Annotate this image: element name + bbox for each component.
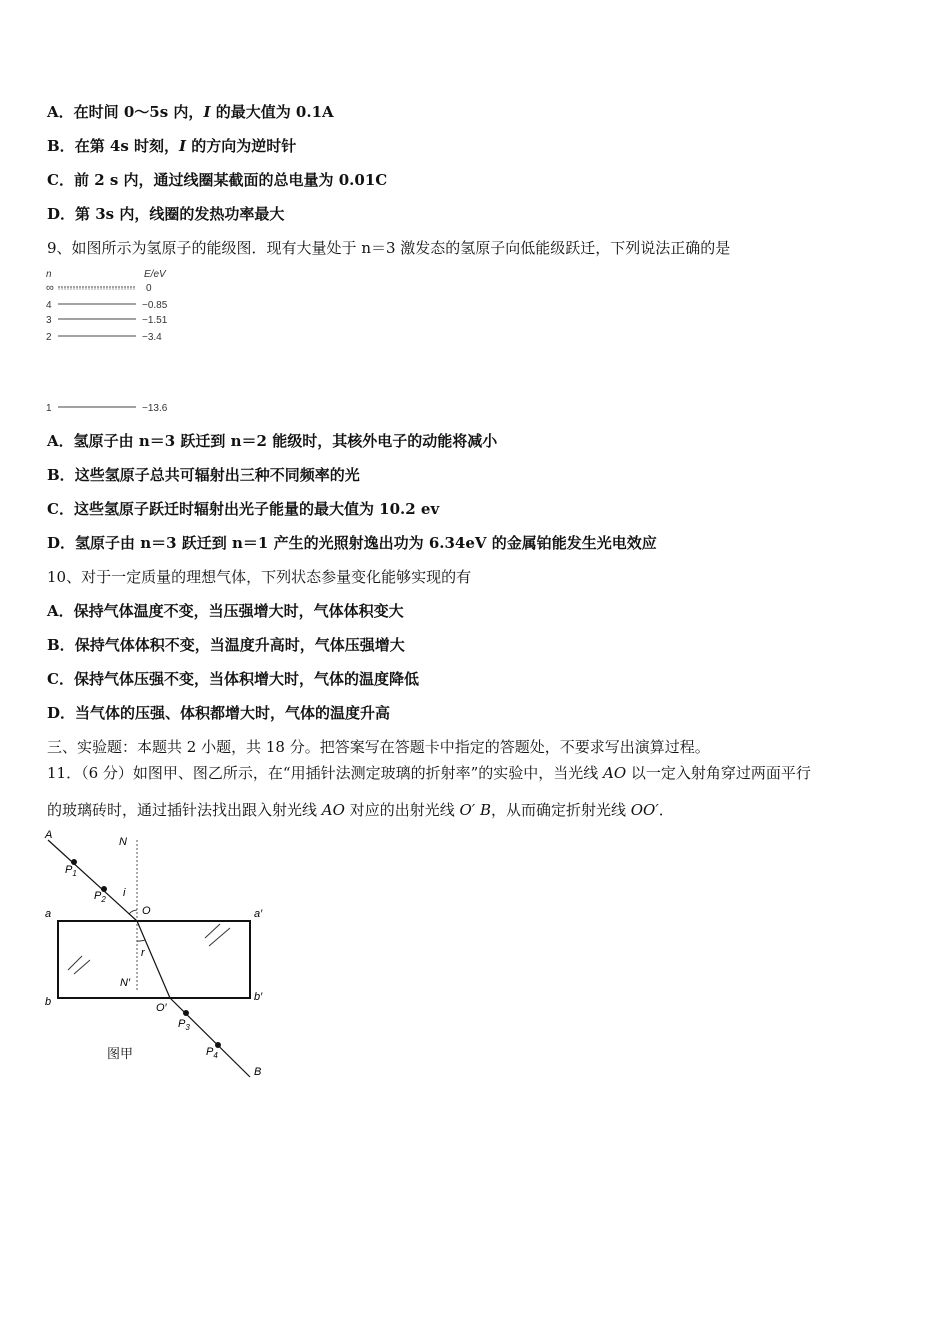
angle-r-arc	[137, 940, 145, 941]
option-label: A．	[47, 103, 74, 121]
level-n-inf: ∞	[46, 282, 54, 294]
level-e-2: −3.4	[142, 332, 162, 343]
text: 的最大值为	[210, 103, 296, 121]
text: 内，通过线圈某截面的总电量为	[118, 171, 339, 189]
option-text: 氢原子由 n＝3 跃迁到 n＝2 能级时，其核外电子的动能将减小	[73, 432, 498, 450]
q10-option-c	[47, 669, 419, 689]
level-n-1: 1	[46, 403, 52, 414]
option-label: D．	[47, 205, 76, 223]
text: 内，	[168, 103, 204, 121]
option-label: B．	[47, 636, 75, 654]
q10-option-d	[47, 703, 390, 723]
level-e-inf: 0	[146, 283, 152, 294]
option-label: D．	[47, 704, 76, 722]
value: 0.01C	[338, 171, 388, 189]
option-text: 这些氢原子总共可辐射出三种不同频率的光	[74, 466, 360, 484]
option-label: C．	[47, 670, 74, 688]
q9-option-a	[47, 431, 497, 451]
q9-option-b	[47, 465, 360, 485]
label-N: N	[119, 836, 127, 848]
value: 0～5s	[123, 103, 169, 121]
text: 以一定入射角穿过两面平行	[626, 764, 811, 782]
label-b: b	[45, 996, 52, 1008]
text: 对应的出射光线	[344, 801, 460, 819]
pin-p2	[101, 886, 107, 892]
q11-stem-line-2	[47, 800, 674, 820]
q8-option-d	[47, 204, 284, 224]
option-label: D．	[47, 534, 76, 552]
value: 3s	[95, 205, 115, 223]
label-P2: $P_2$	[94, 890, 106, 904]
e-header: E/eV	[144, 269, 166, 280]
label-b-prime: b′	[254, 991, 263, 1003]
level-n-4: 4	[46, 300, 52, 311]
refraction-figure	[40, 828, 280, 1083]
option-text: 保持气体体积不变，当温度升高时，气体压强增大	[74, 636, 405, 654]
figure-caption: 图甲	[107, 1047, 134, 1062]
text: 的方向为逆时针	[186, 137, 297, 155]
label-O: O	[142, 905, 151, 917]
text: 前	[73, 171, 95, 189]
text: 内，线圈的发热功率最大	[114, 205, 285, 223]
text: 的玻璃砖时，通过插针法找出跟入射光线	[47, 801, 322, 819]
level-e-4: −0.85	[142, 300, 168, 311]
option-text: 当气体的压强、体积都增大时，气体的温度升高	[75, 704, 391, 722]
label-P1: $P_1$	[65, 864, 77, 878]
label-P3: $P_3$	[178, 1018, 190, 1032]
level-n-3: 3	[46, 315, 52, 326]
label-a-prime: a′	[254, 908, 263, 920]
q9-option-d	[47, 533, 657, 553]
text: ．	[658, 801, 674, 819]
ray-label: OO′	[630, 801, 659, 819]
option-text: 保持气体温度不变，当压强增大时，气体体积变大	[73, 602, 404, 620]
label-r: r	[141, 947, 145, 959]
incident-ray	[48, 840, 137, 921]
q9-option-c	[47, 499, 439, 519]
option-text: 氢原子由 n＝3 跃迁到 n＝1 产生的光照射逸出功为 6.34eV 的金属铂能发生光电效应	[75, 534, 657, 552]
label-i: i	[123, 887, 126, 899]
option-text: 这些氢原子跃迁时辐射出光子能量的最大值为 10.2 ev	[73, 500, 440, 518]
pin-p4	[215, 1042, 221, 1048]
level-e-3: −1.51	[142, 315, 168, 326]
n-header: n	[46, 269, 52, 280]
option-label: A．	[47, 432, 74, 450]
pin-p3	[183, 1010, 189, 1016]
emergent-ray	[170, 998, 250, 1077]
label-P4: $P_4$	[206, 1046, 218, 1060]
label-N-prime: N′	[120, 977, 131, 989]
value: 0.1A	[295, 103, 334, 121]
label-A: A	[45, 829, 53, 841]
q11-stem-line-1	[47, 763, 811, 783]
q8-option-b	[47, 136, 296, 156]
refracted-ray	[137, 921, 170, 998]
q10-stem: 10、对于一定质量的理想气体，下列状态参量变化能够实现的有	[47, 568, 472, 586]
option-text: 保持气体压强不变，当体积增大时，气体的温度降低	[73, 670, 419, 688]
angle-i-arc	[129, 910, 137, 914]
label-O-prime: O′	[156, 1002, 167, 1014]
value: 4s	[109, 137, 129, 155]
text: 在第	[74, 137, 110, 155]
q9-stem: 9、如图所示为氢原子的能级图．现有大量处于 n＝3 激发态的氢原子向低能级跃迁，下列说法正确的是	[47, 239, 731, 257]
energy-level-diagram	[44, 266, 194, 416]
option-label: C．	[47, 171, 74, 189]
option-label: B．	[47, 137, 75, 155]
q8-option-c	[47, 170, 387, 190]
ray-label: AO	[603, 764, 627, 782]
level-e-1: −13.6	[142, 403, 168, 414]
q8-option-a	[47, 102, 334, 122]
level-n-2: 2	[46, 332, 52, 343]
text: 在时间	[73, 103, 124, 121]
option-label: A．	[47, 602, 74, 620]
q10-option-a	[47, 601, 404, 621]
text: 时刻，	[128, 137, 180, 155]
text: ，从而确定折射光线	[490, 801, 631, 819]
q10-option-b	[47, 635, 405, 655]
text: 第	[75, 205, 96, 223]
variable: I	[179, 137, 187, 155]
ray-label: O′ B	[459, 801, 491, 819]
option-label: B．	[47, 466, 75, 484]
text: 11．（6 分）如图甲、图乙所示，在“用插针法测定玻璃的折射率”的实验中，当光线	[47, 764, 604, 782]
label-B: B	[254, 1066, 262, 1078]
variable: I	[203, 103, 211, 121]
value: 2 s	[94, 171, 119, 189]
section-3-heading: 三、实验题：本题共 2 小题，共 18 分。把答案写在答题卡中指定的答题处，不要求写出演算过程。	[47, 738, 710, 756]
option-label: C．	[47, 500, 74, 518]
ray-label: AO	[321, 801, 345, 819]
label-a: a	[45, 908, 52, 920]
